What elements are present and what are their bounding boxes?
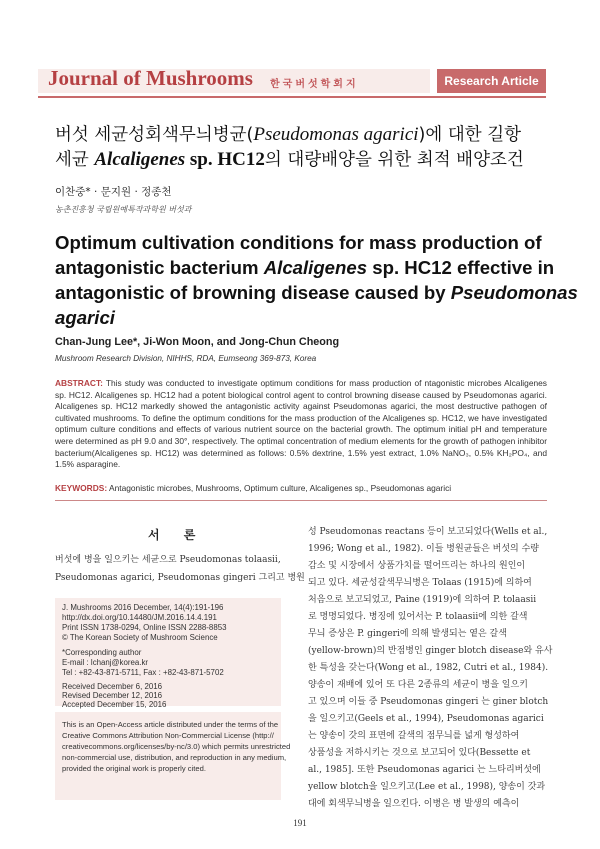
abstract [55, 378, 547, 471]
corresponding-author-label: *Corresponding author [62, 648, 142, 657]
english-title-line-2: antagonistic bacterium Alcaligenes sp. HC12 effective in [55, 257, 555, 278]
intro-right-line: (yellow-brown)의 반점병인 ginger blotch disease와 유사 [308, 646, 553, 656]
header-rule [38, 96, 546, 98]
intro-right-line: 을 일으키고(Geels et al., 1994), Pseudomonas agarici [308, 714, 544, 724]
article-info-box [55, 598, 281, 709]
intro-right-line: 대에 회색무늬병을 일으킨다. 이병은 병 발생의 예측이 [308, 799, 520, 809]
english-title-line-1: Optimum cultivation conditions for mass production of [55, 232, 542, 253]
journal-header [38, 66, 546, 93]
intro-right-line: 무늬 증상은 P. gingeri에 의해 발생되는 옅은 갈색 [308, 629, 507, 639]
license-line: This is an Open-Access article distributed under the terms of the [62, 720, 279, 729]
english-affiliation: Mushroom Research Division, NIHHS, RDA, Eumseong 369-873, Korea [55, 354, 317, 363]
citation: J. Mushrooms 2016 December, 14(4):191-196 [62, 603, 224, 612]
keywords-text: Antagonistic microbes, Mushrooms, Optimum culture, Alcaligenes sp., Pseudomonas agarici [109, 483, 452, 493]
author-email[interactable]: E-mail : lchanj@korea.kr [62, 658, 149, 667]
license-line: Creative Commons Attribution Non-Commercial License (http:// [62, 731, 274, 740]
korean-title-line-2: 세균 Alcaligenes sp. HC12의 대량배양을 위한 최적 배양조건 [55, 149, 524, 170]
english-title-line-3: antagonistic of browning disease caused by Pseudomonas [55, 282, 578, 303]
korean-affiliation: 농촌진흥청 국립원예특작과학원 버섯과 [55, 205, 192, 214]
intro-right-line: 1996; Wong et al., 1982). 이들 병원균들은 버섯의 수량 [308, 544, 539, 554]
journal-korean-name: 한국버섯학회지 [270, 79, 359, 90]
english-title-line-4: agarici [55, 307, 115, 328]
journal-name: Journal of Mushrooms [48, 66, 253, 90]
intro-right-line: al., 1985]. 또한 Pseudomonas agarici 는 느타리버섯에 [308, 765, 541, 775]
intro-right-line: 성 Pseudomonas reactans 등이 보고되었다(Wells et al., [308, 527, 548, 537]
section-title: 서 론 [148, 528, 206, 542]
intro-right-line: 한 특성을 갖는다(Wong et al., 1982, Cutri et al., 1984). [308, 663, 549, 673]
intro-right-line: 는 양송이 갓의 표면에 갈색의 점무늬를 넓게 형성하여 [308, 731, 520, 741]
license-line[interactable]: creativecommons.org/licenses/by-nc/3.0) which permits unrestricted [62, 742, 291, 751]
license-line: provided the original work is properly cited. [62, 764, 206, 773]
intro-right-line: 로 명명되었다. 병징에 있어서는 P. tolaasii에 의한 갈색 [308, 612, 528, 622]
intro-left-line-2: Pseudomonas agarici, Pseudomonas gingeri 그리고 병원 [55, 573, 305, 583]
intro-right-line: yellow blotch을 일으키고(Lee et al., 1998), 양송이 갓과 [308, 782, 546, 792]
doi-link[interactable]: http://dx.doi.org/10.14480/JM.2016.14.4.191 [62, 613, 217, 622]
page-number: 191 [293, 818, 307, 828]
revised-date: Revised December 12, 2016 [62, 691, 163, 700]
article-type-badge: Research Article [437, 69, 546, 93]
accepted-date: Accepted December 15, 2016 [62, 700, 167, 709]
issn: Print ISSN 1738-0294, Online ISSN 2288-8853 [62, 623, 227, 632]
abstract-text: This study was conducted to investigate optimum conditions for mass production of ntagonistic microbes Alcaligenes sp. HC12. Alcaligenes sp. HC12 had a potent biological control agent to control browning disease caused by Pseudomonas agarici. Alcaligenes sp. HC12 markedly showed the antagonistic activity against Pseudomonas agarici, the most destructive pathogen of cultivated mushrooms. To define the optimum conditions for the mass production of the Alcaligenes sp. HC12, we have investigated optimum culture conditions and effects of various nutrient source on the bacterial growth. The optimum initial pH and temperature were determined as pH 9.0 and 30°, respectively. The optimal concentration of medium elements for the growth of pathogen inhibitor bacterium(Alcaligenes sp. HC12) was determined as follows: 0.5% dextrine, 1.5% yest extract, 1.0% NaNO₃, 0.5% KH₂PO₄, and 1.5% asparagine. [55, 378, 547, 470]
keywords-label: KEYWORDS: [55, 483, 108, 493]
intro-right-line: 되고 있다. 세균성갈색무늬병은 Tolaas (1915)에 의하여 [308, 578, 532, 588]
korean-title-line-1: 버섯 세균성회색무늬병균(Pseudomonas agarici)에 대한 길항 [55, 124, 522, 145]
intro-right-line: 감소 및 시장에서 상품가치를 떨어뜨리는 하나의 원인이 [308, 561, 526, 571]
copyright: © The Korean Society of Mushroom Science [62, 633, 218, 642]
received-date: Received December 6, 2016 [62, 682, 163, 691]
intro-left-line-1: 버섯에 병을 일으키는 세균으로 Pseudomonas tolaasii, [55, 555, 281, 565]
intro-right-line: 상품성을 저하시키는 것으로 보고되어 있다(Bessette et [308, 748, 531, 758]
section-divider [55, 500, 547, 501]
intro-right-line: 고 있으며 이들 중 Pseudomonas gingeri 는 giner blotch [308, 697, 549, 707]
intro-right-line: 양송이 재배에 있어 또 다른 2종류의 세균이 병을 일으키 [308, 680, 528, 690]
license-line: non-commercial use, distribution, and reproduction in any medium, [62, 753, 287, 762]
keywords [55, 483, 451, 493]
intro-right-line: 처음으로 보고되었고, Paine (1919)에 의하여 P. tolaasii [308, 595, 537, 605]
license-box [55, 712, 291, 800]
korean-authors: 이찬중* · 문지원 · 정종천 [55, 186, 172, 198]
abstract-label: ABSTRACT: [55, 378, 103, 388]
author-phone: Tel : +82-43-871-5711, Fax : +82-43-871-5702 [62, 668, 224, 677]
english-authors: Chan-Jung Lee*, Ji-Won Moon, and Jong-Chun Cheong [55, 336, 340, 348]
